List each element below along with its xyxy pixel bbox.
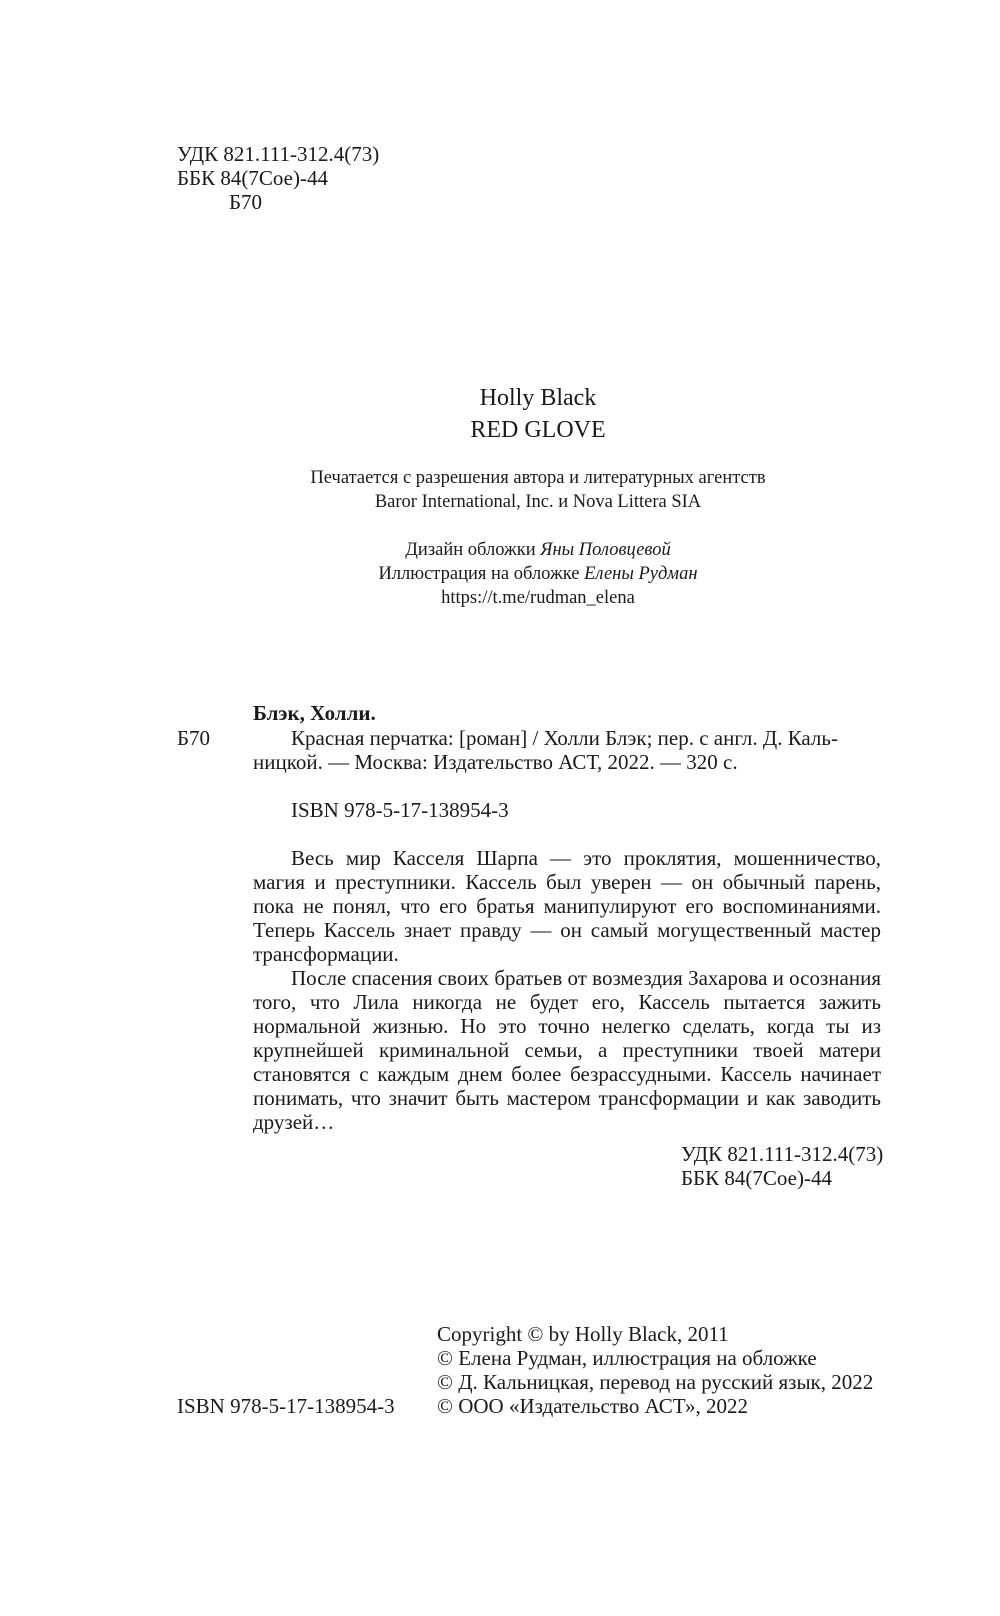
original-title: RED GLOVE [470, 417, 606, 443]
header-bbk: ББК 84(7Сое)-44 [177, 166, 328, 190]
header-udk: УДК 821.111-312.4(73) [177, 142, 380, 166]
bib-description-line-2: ницкой. — Москва: Издательство АСТ, 2022. — 320 с. [253, 750, 738, 774]
original-title-block [300, 382, 776, 446]
cover-design-label: Дизайн обложки [405, 540, 541, 560]
original-author: Holly Black [479, 385, 597, 411]
illustrator-link: https://t.me/rudman_elena [441, 588, 635, 608]
header-author-code: Б70 [229, 190, 263, 214]
footer-bbk: ББК 84(7Сое)-44 [681, 1166, 832, 1190]
annotation-paragraph-1: Весь мир Касселя Шарпа — это проклятия, мошенничество, магия и преступники. Кассель был уверен — он обычный парень, пока не понял, что его братья манипулируют его воспоминаниями. Теперь Кассель знает правду — он самый могущественный мастер трансформации. [253, 846, 881, 966]
copyright-line-2: © Елена Рудман, иллюстрация на обложке [437, 1346, 817, 1370]
credits-block [300, 538, 776, 610]
bib-isbn: ISBN 978-5-17-138954-3 [291, 798, 509, 822]
cover-design-name: Яны Половцевой [540, 540, 671, 560]
bib-description-line-1: Красная перчатка: [роман] / Холли Блэк; пер. с англ. Д. Каль- [291, 726, 838, 750]
copyright-line-1: Copyright © by Holly Black, 2011 [437, 1322, 729, 1346]
illustration-credit [300, 562, 776, 586]
annotation-paragraph-2: После спасения своих братьев от возмездия Захарова и осознания того, что Лила никогда не будет его, Кассель пытается зажить нормальной жизнью. Но это точно нелегко сделать, когда ты из крупнейшей криминальной семьи, а преступники твоей матери становятся с каждым днем более безрассудными. Кассель начинает понимать, что значит быть мастером трансформации и как заводить друзей… [253, 966, 881, 1134]
permission-notice [250, 466, 826, 514]
illustration-name: Елены Рудман [584, 564, 698, 584]
copyright-block [437, 1322, 873, 1418]
illustration-label: Иллюстрация на обложке [378, 564, 585, 584]
annotation [253, 846, 881, 1134]
permission-line-1: Печатается с разрешения автора и литературных агентств [310, 468, 766, 488]
copyright-line-3: © Д. Кальницкая, перевод на русский язык, 2022 [437, 1370, 874, 1394]
cover-design-credit [300, 538, 776, 562]
copyright-isbn: ISBN 978-5-17-138954-3 [177, 1394, 395, 1418]
footer-udk: УДК 821.111-312.4(73) [681, 1142, 884, 1166]
permission-line-2: Baror International, Inc. и Nova Littera SIA [374, 492, 702, 512]
bib-code: Б70 [177, 726, 211, 750]
bib-author: Блэк, Холли. [253, 701, 376, 725]
copyright-line-4: © ООО «Издательство АСТ», 2022 [437, 1394, 748, 1418]
